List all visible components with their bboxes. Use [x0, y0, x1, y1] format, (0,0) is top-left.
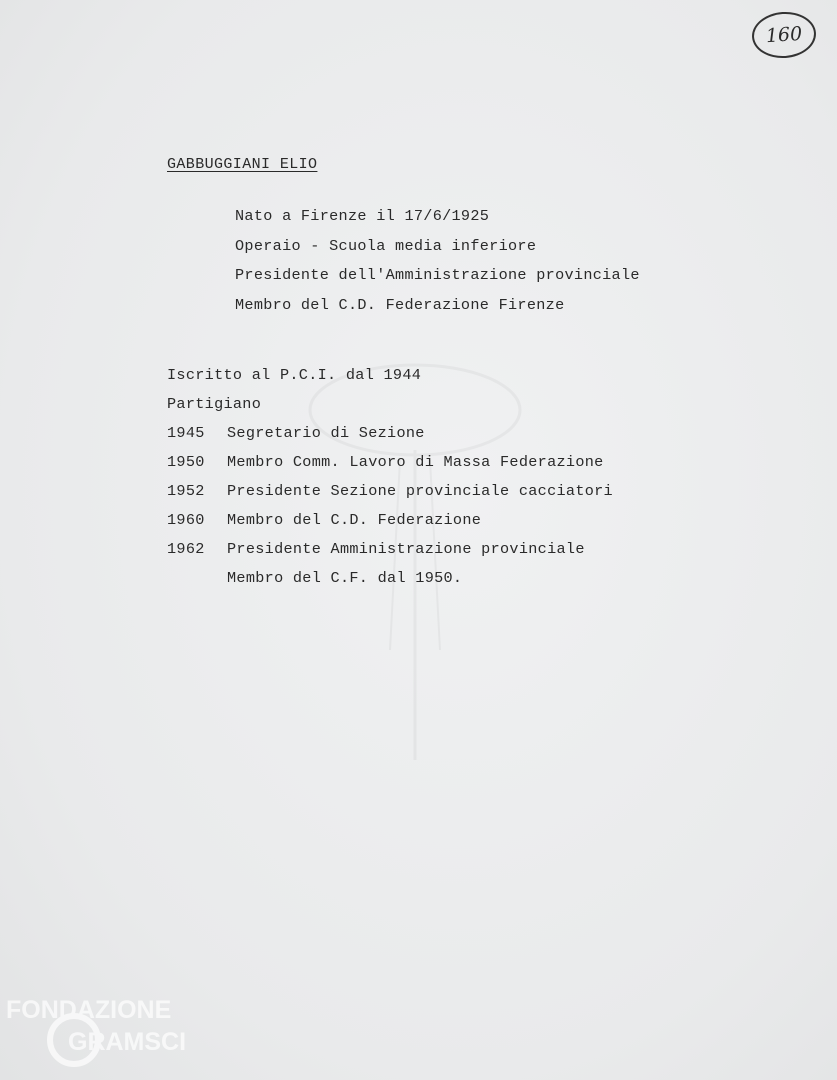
career-year: 1962: [167, 540, 205, 558]
career-entry: [167, 540, 585, 558]
partisan-status: Partigiano: [167, 395, 262, 413]
page-number: 160: [750, 10, 817, 60]
career-role: Presidente Sezione provinciale cacciatori: [227, 482, 613, 500]
career-role: Presidente Amministrazione provinciale: [227, 540, 585, 558]
party-registration: Iscritto al P.C.I. dal 1944: [167, 366, 422, 384]
career-role: Membro Comm. Lavoro di Massa Federazione: [227, 453, 604, 471]
personal-line: Membro del C.D. Federazione Firenze: [235, 296, 565, 314]
watermark-line-1: FONDAZIONE: [6, 996, 172, 1024]
career-role: Membro del C.D. Federazione: [227, 511, 482, 529]
personal-line: Nato a Firenze il 17/6/1925: [235, 207, 490, 225]
career-entry: [167, 424, 425, 442]
career-year: 1945: [167, 424, 205, 442]
career-year: 1952: [167, 482, 205, 500]
watermark-line-2: GRAMSCI: [68, 1028, 187, 1056]
career-entry: [167, 453, 604, 471]
fondazione-gramsci-watermark: [4, 988, 224, 1078]
career-year: 1950: [167, 453, 205, 471]
career-year: 1960: [167, 511, 205, 529]
faint-stamp-graphic: [290, 350, 540, 770]
personal-line: Presidente dell'Amministrazione provinciale: [235, 266, 640, 284]
personal-line: Operaio - Scuola media inferiore: [235, 237, 537, 255]
closing-note: Membro del C.F. dal 1950.: [227, 569, 463, 587]
career-entry: [167, 482, 613, 500]
career-role: Segretario di Sezione: [227, 424, 425, 442]
career-entry: [167, 511, 481, 529]
person-name-heading: GABBUGGIANI ELIO: [167, 156, 318, 173]
